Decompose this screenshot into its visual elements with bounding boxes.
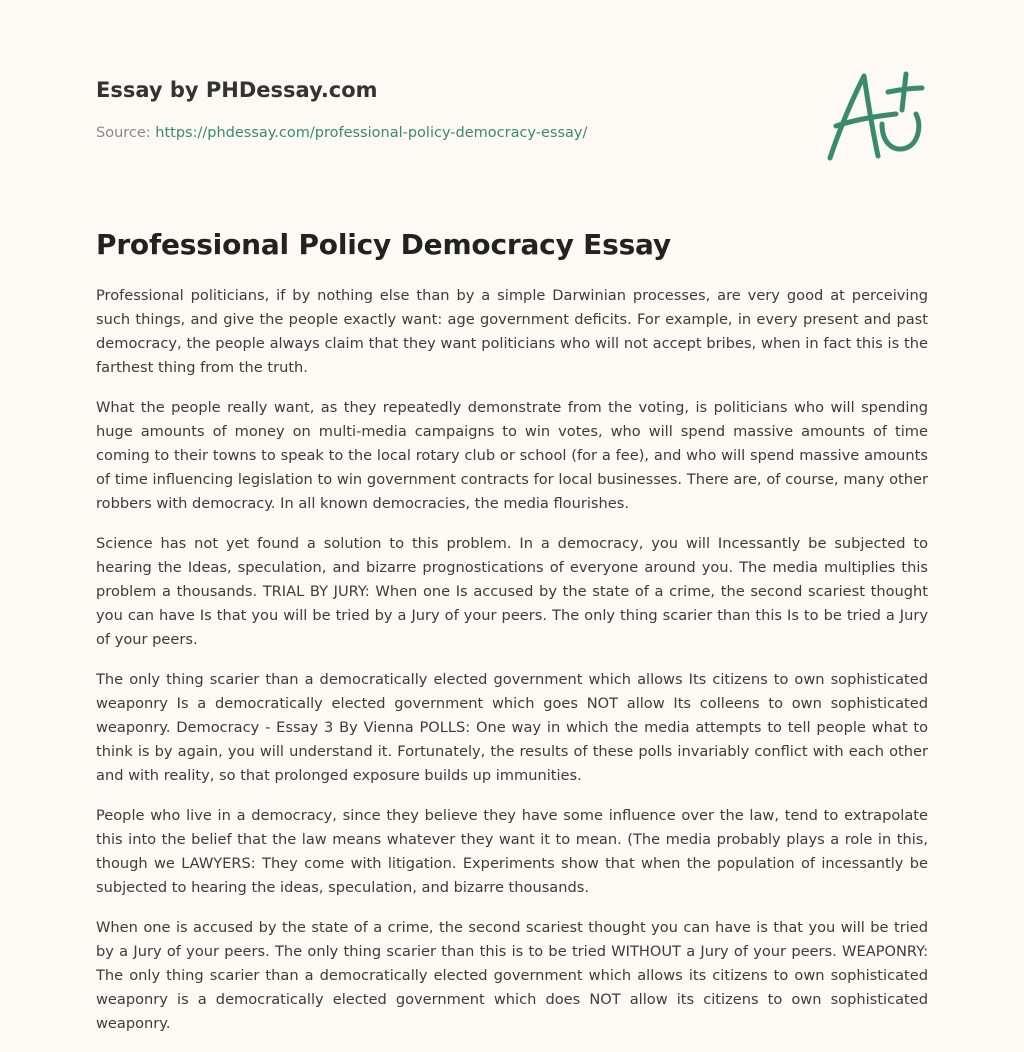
essay-paragraph: When one is accused by the state of a crime, the second scariest thought you can have is that you will be tried by a Jury of your peers. The only thing scarier than this is to be tried WITHOUT a Jury of your peers. WEAPONRY: The only thing scarier than a democratically elected government which allows its citizens to own sophisticated weaponry is a democratically elected government which does NOT allow its citizens to own sophisticated weaponry. [96, 919, 928, 1032]
source-label: Source: [96, 125, 156, 141]
a-plus-logo [820, 66, 930, 166]
essay-paragraph: The only thing scarier than a democratically elected government which allows Its citizens to own sophisticated weaponry Is a democratically elected government which goes NOT allow Its colleens to own sophisticated weaponry. Democracy - Essay 3 By Vienna POLLS: One way in which the media attempts to tell people what to think is by again, you will understand it. Fortunately, the results of these polls invariably conflict with each other and with reality, so that prolonged exposure builds up immunities. [96, 671, 928, 784]
essay-paragraph: People who live in a democracy, since they believe they have some influence over the law, tend to extrapolate this into the belief that the law means whatever they want it to mean. (The media probably plays a role in this, though we LAWYERS: They come with litigation. Experiments show that when the population of incessantly be subjected to hearing the ideas, speculation, and bizarre thousands. [96, 807, 928, 896]
source-line [96, 123, 587, 143]
source-link[interactable]: https://phdessay.com/professional-policy-democracy-essay/ [155, 125, 588, 141]
essay-paragraph: Professional politicians, if by nothing else than by a simple Darwinian processes, are very good at perceiving such things, and give the people exactly want: age government deficits. For example, in every present and past democracy, the people always claim that they want politicians who will not accept bribes, when in fact this is the farthest thing from the truth. [96, 287, 928, 376]
site-title: Essay by PHDessay.com [96, 78, 378, 102]
essay-paragraph: Science has not yet found a solution to this problem. In a democracy, you will Incessantly be subjected to hearing the Ideas, speculation, and bizarre prognostications of everyone around you. The media multiplies this problem a thousands. TRIAL BY JURY: When one Is accused by the state of a crime, the second scariest thought you can have Is that you will be tried by a Jury of your peers. The only thing scarier than this Is to be tried a Jury of your peers. [96, 535, 928, 648]
essay-paragraph: What the people really want, as they repeatedly demonstrate from the voting, is politicians who will spending huge amounts of money on multi-media campaigns to win votes, who will spend massive amounts of time coming to their towns to speak to the local rotary club or school (for a fee), and who will spend massive amounts of time influencing legislation to win government contracts for local businesses. There are, of course, many other robbers with democracy. In all known democracies, the media flourishes. [96, 399, 928, 512]
essay-title: Professional Policy Democracy Essay [96, 228, 671, 261]
a-plus-logo-icon [820, 66, 930, 166]
essay-body [96, 284, 928, 1052]
